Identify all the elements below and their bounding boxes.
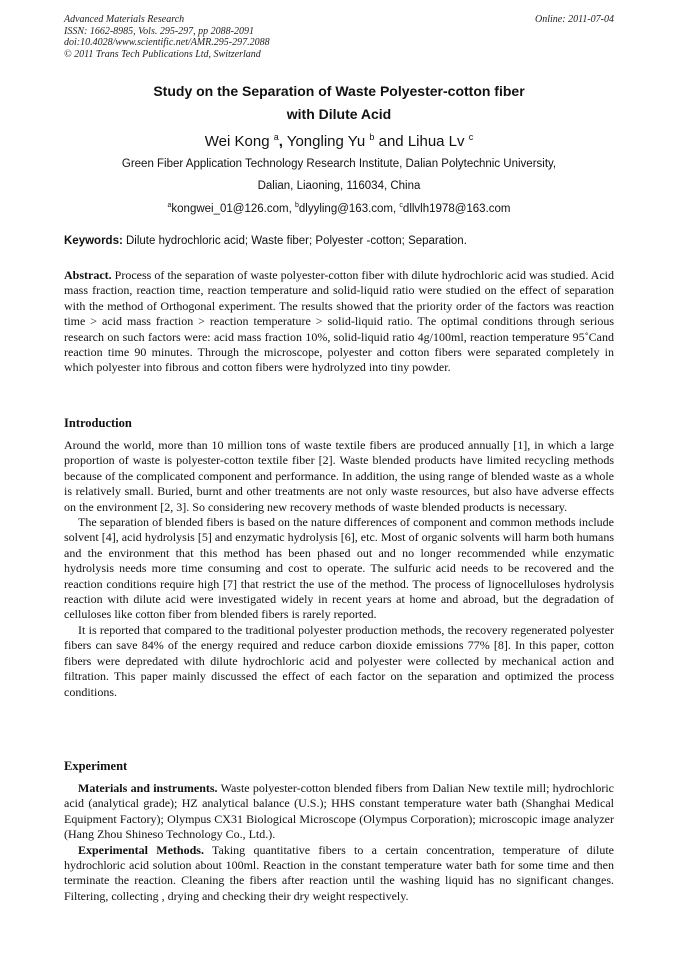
author-1-mark: a: [273, 132, 279, 142]
intro-paragraph-3: It is reported that compared to the traditional polyester production methods, the recovery regenerated polyester fibers can save 84% of the energy required and reduce carbon dioxide emissions 77% [8]. In this paper, cotton fibers were depredated with dilute hydrochloric acid and polyester were collected by mechanical action and filtration. This paper mainly discussed the effect of each factor on the separation and optimized the process conditions.: [64, 622, 614, 699]
email-b-mark: b: [294, 202, 299, 209]
title-line-1: Study on the Separation of Waste Polyester-cotton fiber: [153, 83, 525, 99]
abstract-text: Process of the separation of waste polyester-cotton fiber with dilute hydrochloric acid was studied. Acid mass fraction, reaction time, reaction temperature and solid-liquid ratio were studied on the effect of separation with the method of Orthogonal experiment. The results showed that the priority order of the factors was reaction time > acid mass fraction > reaction temperature > solid-liquid ratio. The optimal conditions through serious research on such factors were: acid mass fraction 10%, solid-liquid ratio 4g/100ml, reaction temperature 95˚Cand reaction time 90 minutes. Through the microscope, polyester and cotton fibers were separated completely in which polyester into fibrous and cotton fibers were hydrolyzed into tiny powder.: [64, 268, 615, 375]
materials-lead: Materials and instruments.: [78, 781, 218, 795]
author-and: and: [378, 133, 404, 150]
section-heading-experiment: Experiment: [64, 759, 128, 773]
keywords-text: Dilute hydrochloric acid; Waste fiber; Polyester -cotton; Separation.: [126, 235, 467, 247]
abstract-label: Abstract.: [64, 268, 112, 282]
author-2: Yongling Yu: [286, 133, 366, 150]
email-b[interactable]: dlyyling@163.com,: [298, 202, 397, 215]
affiliation-line-1: Green Fiber Application Technology Research Institute, Dalian Polytechnic University,: [121, 158, 557, 170]
introduction-body: [64, 438, 614, 700]
author-list: Wei Kong $^a$, Yongling Yu $^b$ and Lihua Lv $^c$: [204, 132, 474, 150]
journal-name: Advanced Materials Research: [64, 14, 185, 25]
author-1: Wei Kong: [204, 133, 270, 150]
intro-paragraph-2: The separation of blended fibers is based on the nature differences of component and common methods include solvent [4], acid hydrolysis [5] and enzymatic hydrolysis [6], etc. Most of organic solvents will harm both humans and the environment that this method has been phased out and no longer recommended while enzymatic hydrolysis needs more time consuming and cost to operate. The sulfuric acid needs to be recovered and the reaction conditions require high [7] that restrict the use of the method. The process of lignocelluloses hydrolysis reaction with dilute acid were investigated widely in recent years at home and abroad, but the degradation of celluloses like cotton fiber from blended fibers is rarely reported.: [64, 515, 614, 622]
author-3: Lihua Lv: [407, 133, 465, 150]
materials-text: Waste polyester-cotton blended fibers from Dalian New textile mill; hydrochloric acid (analytical grade); HZ analytical balance (U.S.); HHS constant temperature water bath (Shanghai Medical Equipment Factory); Olympus CX31 Biological Microscope (Olympus Corporation); microscopic image analyzer (Hang Zhou Shineso Technology Co., Ltd.).: [64, 781, 614, 842]
intro-paragraph-1: Around the world, more than 10 million tons of waste textile fibers are produced annually [1], in which a large proportion of waste is polyester-cotton textile fiber [2]. Waste blended products have limited recycling methods because of the complicated component and performance. In addition, the using range of blended waste as a whole is relatively small. Buried, burnt and other treatments are not only waste resources, but also have adverse effects on the environment [2, 3]. So considering new recovery methods of waste blended products is necessary.: [64, 438, 614, 514]
email-c[interactable]: dllvlh1978@163.com: [402, 202, 511, 215]
abstract: [64, 268, 614, 376]
keywords: [64, 233, 614, 249]
author-2-mark: b: [369, 132, 375, 142]
affiliation-line-2: Dalian, Liaoning, 116034, China: [257, 180, 421, 192]
experiment-body: [64, 781, 614, 904]
email-c-mark: c: [399, 202, 403, 209]
methods-lead: Experimental Methods.: [78, 842, 204, 857]
keywords-label: Keywords:: [64, 235, 123, 247]
author-emails: [40, 197, 638, 218]
paper-title: [40, 80, 638, 126]
journal-doi: doi:10.4028/www.scientific.net/AMR.295-297.2088: [64, 37, 270, 48]
methods-text: Taking quantitative fibers to a certain concentration, temperature of dilute hydrochloric acid solution about 100ml. Reaction in the constant temperature water bath for some time and then terminate the reaction. Cleaning the fibers after reaction until the washing liquid has no significant changes. Filtering, collecting , drying and checking their dry weight respectively.: [64, 842, 614, 903]
online-date: Online: 2011-07-04: [535, 14, 614, 25]
journal-issn: ISSN: 1662-8985, Vols. 295-297, pp 2088-2091: [64, 25, 254, 37]
journal-header: [64, 14, 614, 60]
email-a[interactable]: kongwei_01@126.com,: [171, 202, 292, 215]
journal-copyright: © 2011 Trans Tech Publications Ltd, Switzerland: [64, 48, 261, 60]
section-heading-introduction: Introduction: [64, 416, 132, 430]
title-line-2: with Dilute Acid: [286, 106, 392, 122]
affiliation: [40, 153, 638, 197]
email-a-mark: a: [167, 202, 172, 209]
author-3-mark: c: [468, 132, 474, 142]
